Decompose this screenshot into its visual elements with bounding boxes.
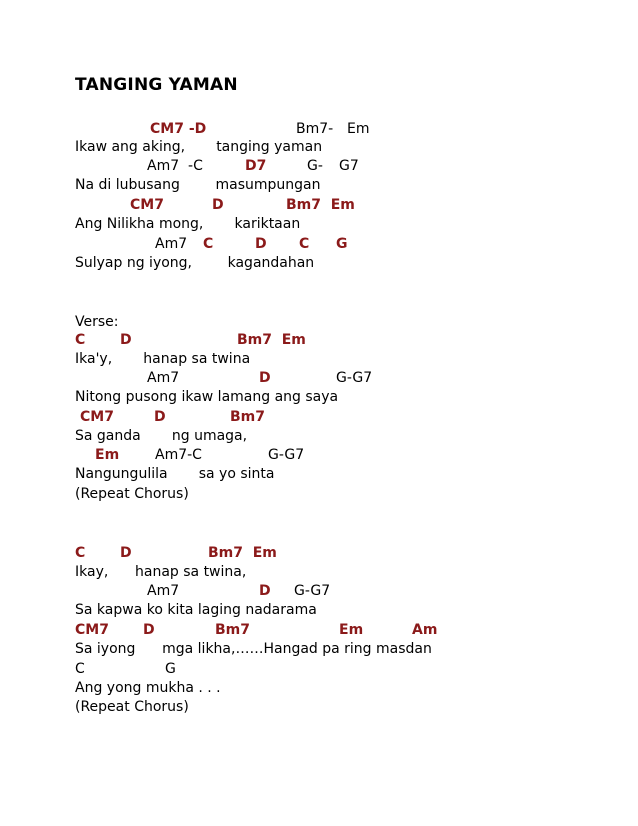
chord: D bbox=[154, 409, 166, 425]
lyric-line: Ikaw ang aking, tanging yaman bbox=[75, 139, 323, 155]
chord: D bbox=[259, 583, 271, 599]
chord: Bm7 bbox=[230, 409, 265, 425]
chord: D bbox=[259, 370, 271, 386]
chord: Em bbox=[339, 622, 364, 638]
chord: Am7 bbox=[147, 370, 180, 386]
lyric-line: Ang yong mukha . . . bbox=[75, 680, 221, 696]
chord: Bm7 Em bbox=[208, 545, 277, 561]
section-label: Verse: bbox=[75, 314, 119, 330]
lyric-line: Sulyap ng iyong, kagandahan bbox=[75, 255, 315, 271]
chord: C bbox=[75, 661, 85, 677]
chord: Am7-C bbox=[155, 447, 202, 463]
chord: D bbox=[120, 332, 132, 348]
chord: Bm7 Em bbox=[237, 332, 306, 348]
lyric-line: Nitong pusong ikaw lamang ang saya bbox=[75, 389, 339, 405]
chord: D7 bbox=[245, 158, 267, 174]
chord: CM7 -D bbox=[150, 121, 207, 137]
chord: D bbox=[255, 236, 267, 252]
lyric-line: Ika'y, hanap sa twina bbox=[75, 351, 251, 367]
chord: Bm7- bbox=[296, 121, 334, 137]
chord: G-G7 bbox=[268, 447, 305, 463]
lyric-line: Sa iyong mga likha,……Hangad pa ring masdan bbox=[75, 641, 432, 657]
chord: Am bbox=[412, 622, 438, 638]
chord: D bbox=[143, 622, 155, 638]
chord: D bbox=[212, 197, 224, 213]
chord: Am7 bbox=[155, 236, 188, 252]
chord: G7 bbox=[339, 158, 359, 174]
chord: Em bbox=[95, 447, 120, 463]
lyric-line: Na di lubusang masumpungan bbox=[75, 177, 321, 193]
lyric-line: Nangungulila sa yo sinta bbox=[75, 466, 275, 482]
chord: CM7 bbox=[75, 622, 109, 638]
chord: G bbox=[165, 661, 176, 677]
chord: CM7 bbox=[130, 197, 164, 213]
lyric-line: Ang Nilikha mong, kariktaan bbox=[75, 216, 301, 232]
chord: C bbox=[75, 332, 86, 348]
chord: CM7 bbox=[80, 409, 114, 425]
song-title: TANGING YAMAN bbox=[75, 75, 238, 95]
lyric-line: Sa ganda ng umaga, bbox=[75, 428, 248, 444]
repeat-chorus-note: (Repeat Chorus) bbox=[75, 699, 189, 715]
lyric-line: Sa kapwa ko kita laging nadarama bbox=[75, 602, 317, 618]
chord: G bbox=[336, 236, 348, 252]
chord: Bm7 Em bbox=[286, 197, 355, 213]
chord: G-G7 bbox=[294, 583, 331, 599]
chord: G- bbox=[307, 158, 323, 174]
chord: Am7 -C bbox=[147, 158, 203, 174]
chord: C bbox=[75, 545, 86, 561]
chord: G-G7 bbox=[336, 370, 373, 386]
repeat-chorus-note: (Repeat Chorus) bbox=[75, 486, 189, 502]
chord: Bm7 bbox=[215, 622, 250, 638]
chord: C bbox=[299, 236, 310, 252]
chord: Em bbox=[347, 121, 370, 137]
chord: C bbox=[203, 236, 214, 252]
lyric-line: Ikay, hanap sa twina, bbox=[75, 564, 247, 580]
chord: D bbox=[120, 545, 132, 561]
chord: Am7 bbox=[147, 583, 180, 599]
